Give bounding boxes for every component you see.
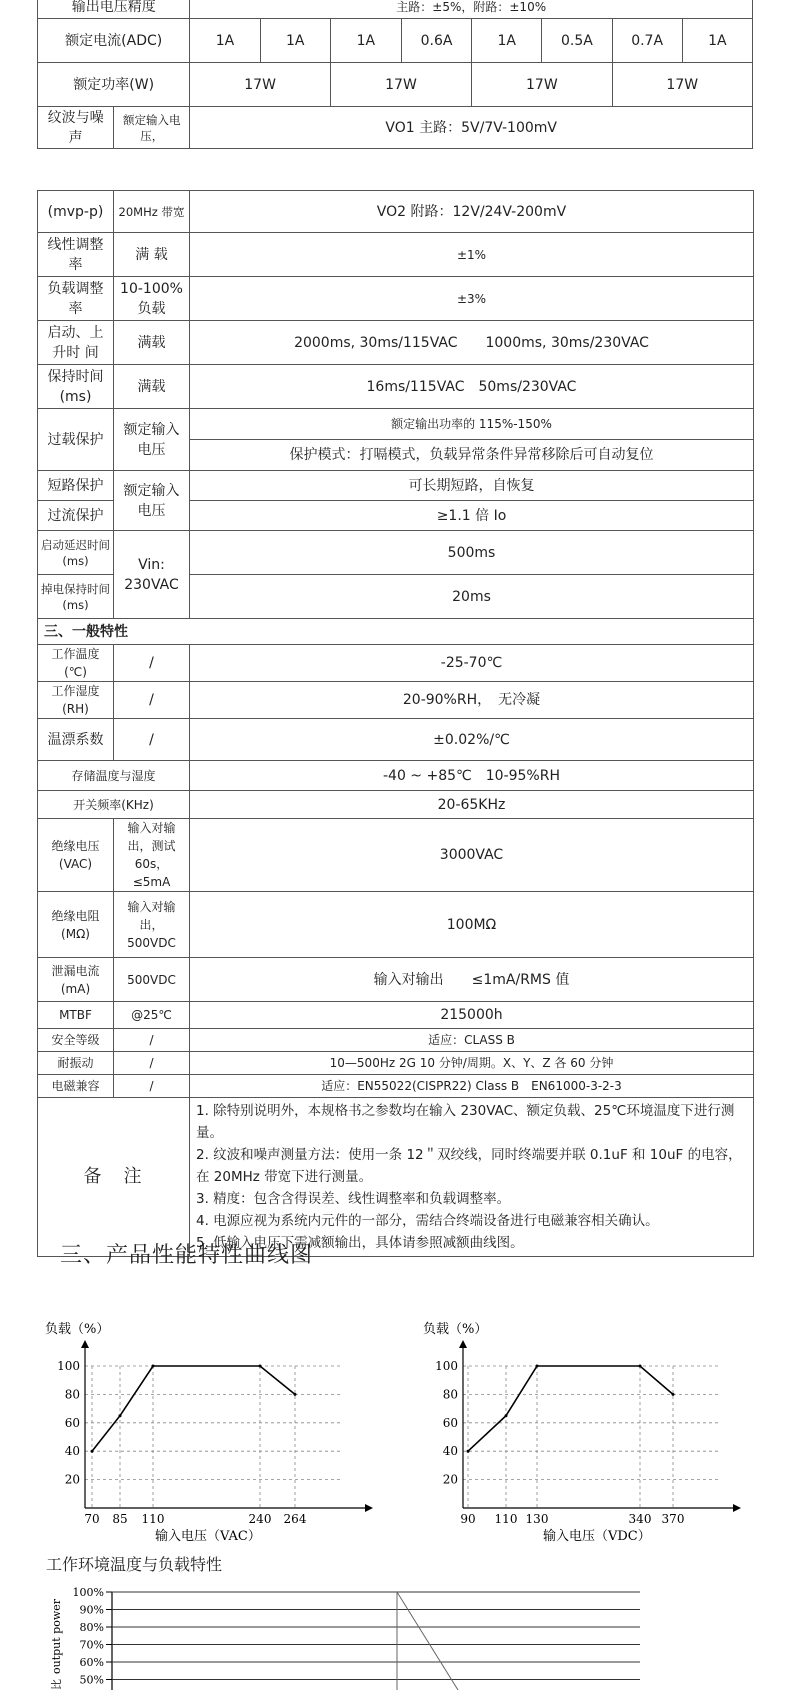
startup-rise-cond: 满载 [114, 321, 190, 365]
hold-time-cond: 满载 [114, 365, 190, 409]
data-point [152, 1365, 155, 1368]
temp-coeff-cond: / [114, 719, 190, 761]
spec-table-top [37, 0, 753, 149]
x-tick-label: 240 [248, 1512, 272, 1526]
ripple-value-cont: VO2 附路：12V/24V-200mV [190, 191, 754, 233]
ripple-label: 纹波与噪声 [38, 107, 114, 149]
overload-label: 过载保护 [38, 409, 114, 471]
y-tick-label: 60 [442, 1415, 458, 1430]
mtbf-value: 215000h [190, 1002, 754, 1029]
x-tick-label: 70 [84, 1512, 100, 1526]
short-circuit-value: 可长期短路，自恢复 [190, 471, 754, 501]
startup-rise-value: 2000ms, 30ms/115VAC 1000ms, 30ms/230VAC [190, 321, 754, 365]
load-reg-value: ±3% [190, 277, 754, 321]
y-tick-label: 20 [442, 1472, 458, 1487]
leakage-value: 输入对输出 ≤1mA/RMS 值 [190, 958, 754, 1002]
load-reg-label: 负载调整率 [38, 277, 114, 321]
startup-delay-label: 启动延迟时间(ms) [38, 531, 114, 575]
chart3-grid [106, 1592, 640, 1680]
insulation-resistance-value: 100MΩ [190, 892, 754, 958]
output-voltage-accuracy-label: 输出电压精度 [38, 0, 190, 19]
chart1-xlabel: 输入电压（VAC） [155, 1529, 261, 1544]
chart1-x-arrow-icon [365, 1504, 373, 1512]
x-tick-label: 110 [494, 1512, 518, 1526]
rated-current-cell: 1A [190, 19, 260, 63]
power-down-hold-value: 20ms [190, 575, 754, 619]
y-tick-label: 100 [435, 1359, 458, 1373]
overcurrent-value: ≥1.1 倍 Io [190, 501, 754, 531]
chart1-grid [85, 1366, 340, 1508]
power-down-hold-label: 掉电保持时间(ms) [38, 575, 114, 619]
note-item: 5. 低输入电压下需减额输出，具体请参照减额曲线图。 [196, 1235, 524, 1251]
insulation-voltage-cond: 输入对输出，测试60s，≤5mA [114, 819, 190, 892]
data-point [505, 1414, 508, 1417]
rated-current-cell: 1A [682, 19, 752, 63]
data-point [119, 1414, 122, 1417]
derating-chart-vac [40, 1318, 380, 1548]
chart2-y-arrow-icon [459, 1340, 467, 1348]
leakage-cond: 500VDC [114, 958, 190, 1002]
x-tick-label: 264 [283, 1512, 307, 1526]
note-item: 4. 电源应视为系统内元件的一部分，需结合终端设备进行电磁兼容相关确认。 [196, 1213, 659, 1229]
rated-current-cell: 0.6A [401, 19, 471, 63]
derating-chart-vdc [418, 1318, 758, 1548]
data-point [91, 1450, 94, 1453]
temp-load-heading: 工作环境温度与负载特性 [46, 1555, 223, 1574]
shared-cond-b: Vin: 230VAC [114, 531, 190, 619]
safety-value: 适应：CLASS B [190, 1029, 754, 1052]
overload-value-1: 额定输出功率的 115%-150% [190, 409, 754, 440]
data-point [639, 1365, 642, 1368]
section-title: 三、产品性能特性曲线图 [60, 1243, 314, 1268]
startup-rise-label: 启动、上升时 间 [38, 321, 114, 365]
rated-current-cell: 1A [260, 19, 330, 63]
switch-freq-label: 开关频率(KHz) [38, 791, 190, 819]
ripple-cond: 额定输入电压， [114, 107, 190, 149]
hold-time-value: 16ms/115VAC 50ms/230VAC [190, 365, 754, 409]
leakage-label: 泄漏电流(mA) [38, 958, 114, 1002]
insulation-resistance-label: 绝缘电阻(MΩ) [38, 892, 114, 958]
y-tick-label: 90% [79, 1603, 104, 1617]
chart3-ylabel-prefix: 比 [50, 1679, 63, 1690]
y-tick-label: 70% [79, 1638, 104, 1652]
rated-current-cell: 1A [472, 19, 542, 63]
y-tick-label: 80 [442, 1387, 458, 1402]
vibration-label: 耐振动 [38, 1052, 114, 1075]
data-point [467, 1450, 470, 1453]
vibration-cond: / [114, 1052, 190, 1075]
chart2-series-line [468, 1366, 673, 1451]
emc-label: 电磁兼容 [38, 1075, 114, 1098]
ripple-label-cont: (mvp-p) [38, 191, 114, 233]
line-reg-value: ±1% [190, 233, 754, 277]
startup-delay-value: 500ms [190, 531, 754, 575]
notes-list [190, 1098, 754, 1257]
switch-freq-value: 20-65KHz [190, 791, 754, 819]
data-point [259, 1365, 262, 1368]
chart2-xlabel: 输入电压（VDC） [543, 1529, 651, 1544]
load-reg-cond: 10-100% 负载 [114, 277, 190, 321]
rated-power-cell: 17W [190, 63, 330, 107]
chart2-x-arrow-icon [733, 1504, 741, 1512]
short-circuit-label: 短路保护 [38, 471, 114, 501]
emc-value: 适应：EN55022(CISPR22) Class B EN61000-3-2-3 [190, 1075, 754, 1098]
y-tick-label: 20 [64, 1472, 80, 1487]
temp-derating-chart [40, 1578, 680, 1690]
rated-power-cell: 17W [330, 63, 471, 107]
data-point [536, 1365, 539, 1368]
work-temp-cond: / [114, 645, 190, 682]
y-tick-label: 100% [72, 1586, 104, 1599]
work-temp-value: -25-70℃ [190, 645, 754, 682]
vibration-value: 10—500Hz 2G 10 分钟/周期。X、Y、Z 各 60 分钟 [190, 1052, 754, 1075]
storage-label: 存储温度与湿度 [38, 761, 190, 791]
x-tick-label: 85 [112, 1512, 128, 1526]
x-tick-label: 370 [661, 1512, 685, 1526]
rated-power-label: 额定功率(W) [38, 63, 190, 107]
rated-current-cell: 1A [330, 19, 401, 63]
mtbf-label: MTBF [38, 1002, 114, 1029]
overload-value-2: 保护模式：打嗝模式，负载异常条件异常移除后可自动复位 [190, 440, 754, 471]
work-humidity-value: 20-90%RH， 无冷凝 [190, 682, 754, 719]
shared-cond-a: 额定输入电压 [114, 471, 190, 531]
rated-current-cell: 0.5A [542, 19, 612, 63]
rated-current-label: 额定电流(ADC) [38, 19, 190, 63]
mtbf-cond: @25℃ [114, 1002, 190, 1029]
work-humidity-label: 工作湿度(RH) [38, 682, 114, 719]
chart1-ylabel: 负载（%） [45, 1322, 110, 1337]
data-point [672, 1393, 675, 1396]
insulation-voltage-label: 绝缘电压(VAC) [38, 819, 114, 892]
insulation-voltage-value: 3000VAC [190, 819, 754, 892]
y-tick-label: 50% [79, 1673, 104, 1687]
overcurrent-label: 过流保护 [38, 501, 114, 531]
spec-table-main [37, 190, 754, 1257]
work-temp-label: 工作温度(℃) [38, 645, 114, 682]
chart3-ylabel: output power [50, 1598, 63, 1674]
overload-cond: 额定输入电压 [114, 409, 190, 471]
temp-coeff-value: ±0.02%/℃ [190, 719, 754, 761]
insulation-resistance-cond: 输入对输出，500VDC [114, 892, 190, 958]
y-tick-label: 40 [64, 1444, 80, 1459]
hold-time-label: 保持时间(ms) [38, 365, 114, 409]
note-item: 2. 纹波和噪声测量方法：使用一条 12＂双绞线，同时终端要并联 0.1uF 和 10uF 的电容，在 20MHz 带宽下进行测量。 [196, 1147, 742, 1185]
output-voltage-accuracy-value: 主路：±5%，附路：±10% [190, 0, 753, 19]
rated-current-cell: 0.7A [612, 19, 682, 63]
notes-label: 备 注 [38, 1098, 190, 1257]
chart3-derating-line [397, 1592, 458, 1690]
y-tick-label: 60% [79, 1656, 104, 1669]
chart2-grid [463, 1366, 718, 1508]
temp-coeff-label: 温漂系数 [38, 719, 114, 761]
x-tick-label: 90 [460, 1512, 476, 1526]
emc-cond: / [114, 1075, 190, 1098]
storage-value: -40 ~ +85℃ 10-95%RH [190, 761, 754, 791]
y-tick-label: 80 [64, 1387, 80, 1402]
x-tick-label: 340 [628, 1512, 652, 1526]
rated-power-cell: 17W [612, 63, 752, 107]
work-humidity-cond: / [114, 682, 190, 719]
line-reg-cond: 满 载 [114, 233, 190, 277]
line-reg-label: 线性调整率 [38, 233, 114, 277]
y-tick-label: 80% [79, 1621, 104, 1634]
safety-label: 安全等级 [38, 1029, 114, 1052]
y-tick-label: 40 [442, 1444, 458, 1459]
y-tick-label: 60 [64, 1415, 80, 1430]
section-general-heading: 三、一般特性 [38, 619, 754, 645]
x-tick-label: 130 [525, 1512, 549, 1526]
note-item: 3. 精度：包含含得误差、线性调整率和负载调整率。 [196, 1191, 511, 1207]
chart1-series-line [92, 1366, 295, 1451]
x-tick-label: 110 [141, 1512, 165, 1526]
chart1-y-arrow-icon [81, 1340, 89, 1348]
note-item: 1. 除特别说明外，本规格书之参数均在输入 230VAC、额定负载、25℃环境温度下进行测量。 [196, 1103, 735, 1141]
data-point [294, 1393, 297, 1396]
ripple-cond-cont: 20MHz 带宽 [114, 191, 190, 233]
chart2-ylabel: 负载（%） [423, 1322, 488, 1337]
ripple-value: VO1 主路：5V/7V-100mV [190, 107, 753, 149]
rated-power-cell: 17W [472, 63, 612, 107]
safety-cond: / [114, 1029, 190, 1052]
y-tick-label: 100 [57, 1359, 80, 1373]
